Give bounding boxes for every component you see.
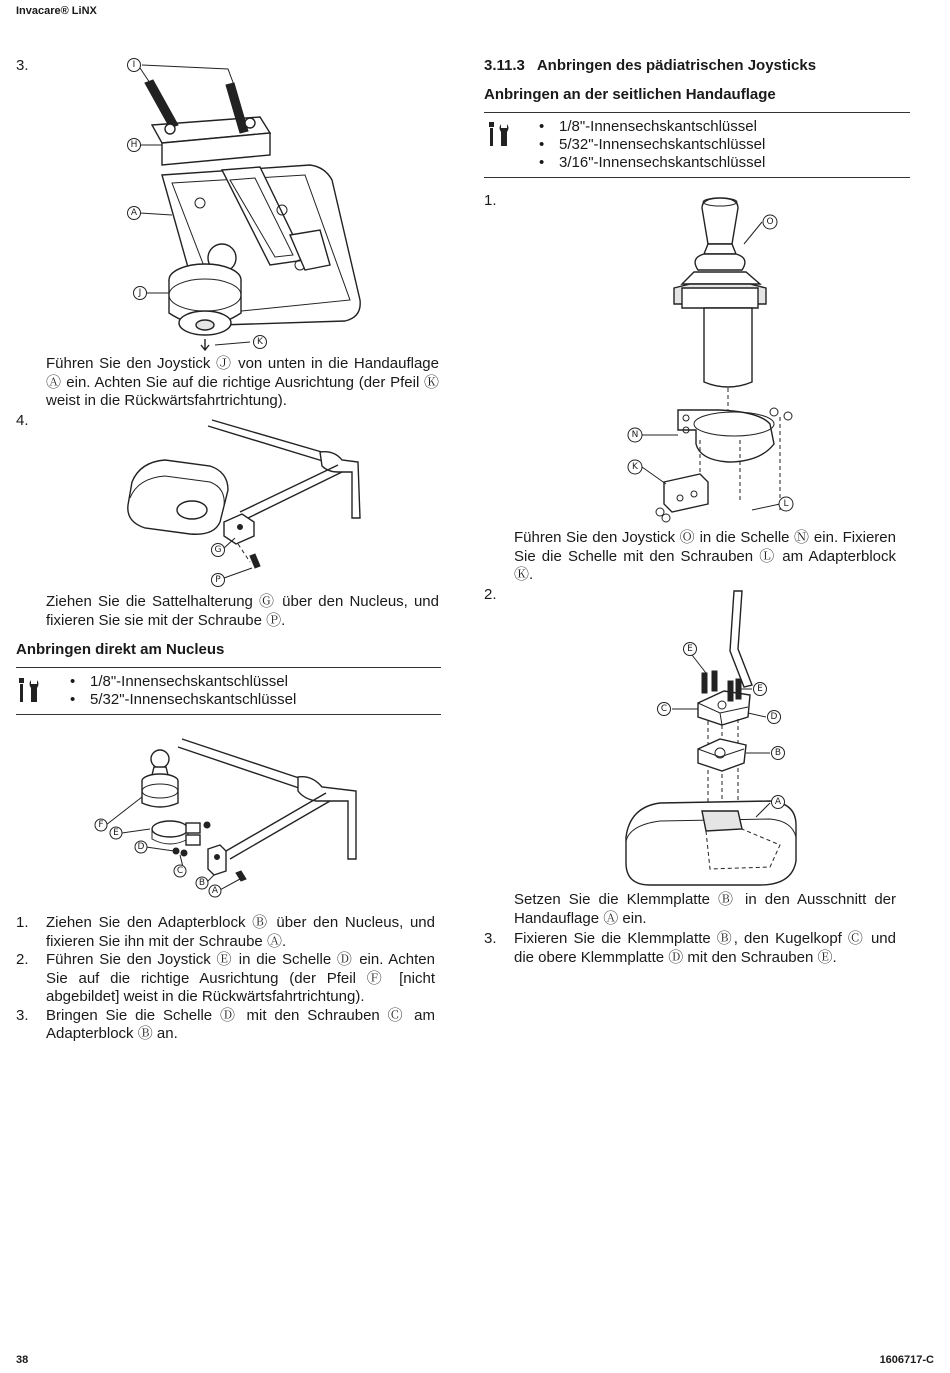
svg-text:E: E [687, 644, 693, 654]
svg-text:K: K [257, 337, 263, 347]
label-L [779, 497, 793, 511]
right-step-1-number: 1. [484, 192, 497, 209]
svg-text:A: A [130, 208, 138, 218]
right-step-1-text: Führen Sie den Joystick Ⓞ in die Schelle Ⓝ ein. Fixieren Sie die Schelle mit den Schrauben Ⓛ am Adapterblock Ⓚ. [514, 529, 896, 583]
subsection-heading: Anbringen an der seitlichen Handauflage [484, 86, 776, 103]
tool-item: • 1/8"-Innensechskantschlüssel [535, 118, 765, 136]
section-heading: 3.11.3 Anbringen des pädiatrischen Joysticks [484, 57, 817, 74]
label-K-right [628, 460, 642, 474]
svg-text:F: F [98, 820, 104, 830]
label-B-right [772, 747, 785, 760]
label-F [95, 819, 107, 831]
right-step-3-number: 3. [484, 930, 497, 947]
svg-text:E: E [113, 828, 119, 838]
svg-text:O: O [766, 217, 774, 227]
label-D [135, 841, 147, 853]
nucleus-step: 2. Führen Sie den Joystick Ⓔ in die Schelle Ⓓ ein. Achten Sie auf die richtige Ausrichtung (der Pfeil Ⓕ [nicht abgebildet] weist in die Rückwärtsfahrtrichtung). [16, 951, 435, 1005]
label-E-upper [684, 643, 697, 656]
tool-item: • 1/8"-Innensechskantschlüssel [66, 673, 296, 691]
label-H [128, 139, 141, 152]
label-P [212, 574, 225, 587]
svg-text:I: I [132, 60, 136, 70]
figure-saddle-bracket [120, 410, 370, 585]
svg-text:C: C [176, 866, 184, 876]
label-A [128, 207, 141, 220]
right-tools-list [535, 118, 765, 172]
label-A-nucleus [209, 885, 221, 897]
step-4-number: 4. [16, 412, 29, 429]
label-D-right [768, 711, 781, 724]
tools-bottom-rule [16, 714, 441, 715]
document-number: 1606717-C [879, 1354, 934, 1366]
label-I [128, 59, 141, 72]
svg-text:H: H [130, 140, 138, 150]
svg-text:D: D [137, 842, 145, 852]
nucleus-step: 3. Bringen Sie die Schelle Ⓓ mit den Schrauben Ⓒ am Adapterblock Ⓑ an. [16, 1006, 435, 1042]
label-E [110, 827, 122, 839]
svg-text:C: C [660, 704, 668, 714]
step-3-number: 3. [16, 57, 29, 74]
svg-text:E: E [757, 684, 763, 694]
right-step-2-text: Setzen Sie die Klemmplatte Ⓑ in den Ausschnitt der Handauflage Ⓐ ein. [514, 891, 896, 927]
label-A-right [772, 796, 785, 809]
svg-text:B: B [774, 748, 782, 758]
right-tools-top-rule [484, 112, 910, 113]
figure-pediatric-joystick-clamp [620, 192, 820, 522]
tools-top-rule [16, 667, 441, 668]
svg-text:A: A [774, 797, 782, 807]
label-K [254, 336, 267, 349]
label-B [196, 877, 208, 889]
label-G [212, 544, 225, 557]
svg-text:K: K [632, 462, 638, 472]
step-3-text: Führen Sie den Joystick Ⓙ von unten in die Handauflage Ⓐ ein. Achten Sie auf die richtige Ausrichtung (der Pfeil Ⓚ weist in die Rückwärtsfahrtrichtung). [46, 355, 439, 409]
label-N [628, 428, 642, 442]
figure-clamp-plate-assembly [620, 585, 820, 885]
svg-text:G: G [214, 545, 222, 555]
right-step-2-number: 2. [484, 586, 497, 603]
tools-icon [18, 678, 44, 704]
label-C-right [658, 703, 671, 716]
figure-joystick-handrest-mount [110, 55, 370, 355]
label-E-right [754, 683, 767, 696]
figure-nucleus-mount [90, 725, 370, 895]
right-tools-bottom-rule [484, 177, 910, 178]
tool-item: • 5/32"-Innensechskantschlüssel [66, 691, 296, 709]
svg-text:B: B [198, 878, 206, 888]
svg-text:D: D [770, 712, 778, 722]
page-number: 38 [16, 1354, 29, 1366]
label-O [763, 215, 777, 229]
step-4-text: Ziehen Sie die Sattelhalterung Ⓖ über den Nucleus, und fixieren Sie sie mit der Schraube Ⓟ. [46, 593, 439, 629]
header-brand: Invacare® LiNX [16, 5, 97, 17]
svg-text:L: L [783, 499, 789, 509]
tool-item: • 5/32"-Innensechskantschlüssel [535, 136, 765, 154]
nucleus-step: 1. Ziehen Sie den Adapterblock Ⓑ über den Nucleus, und fixieren Sie ihn mit der Schraube Ⓐ. [16, 914, 435, 950]
svg-text:N: N [631, 430, 639, 440]
nucleus-steps-list [16, 914, 435, 1044]
label-C [174, 865, 186, 877]
nucleus-section-heading: Anbringen direkt am Nucleus [16, 641, 225, 658]
label-J [134, 287, 147, 300]
tools-icon [488, 122, 514, 148]
tool-item: • 3/16"-Innensechskantschlüssel [535, 154, 765, 172]
svg-text:P: P [215, 575, 221, 585]
svg-text:A: A [211, 886, 219, 896]
right-step-3-text: Fixieren Sie die Klemmplatte Ⓑ, den Kugelkopf Ⓒ und die obere Klemmplatte Ⓓ mit den Schrauben Ⓔ. [514, 930, 896, 966]
nucleus-tools-list [66, 673, 296, 709]
svg-text:J: J [138, 288, 142, 298]
